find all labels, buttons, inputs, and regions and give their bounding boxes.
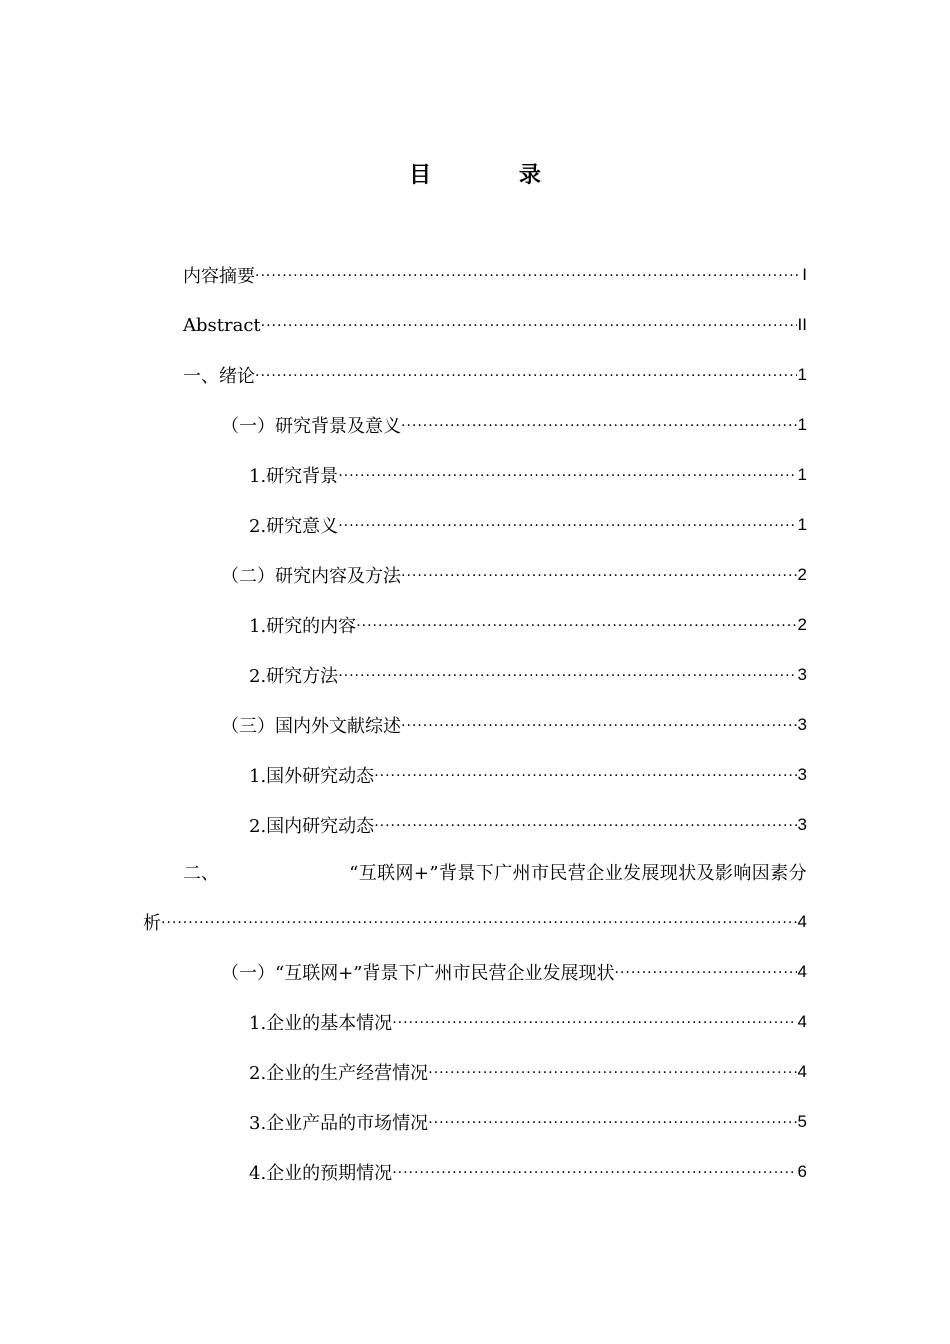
toc-page-number: 3 — [797, 665, 807, 684]
toc-page-number: 2 — [797, 565, 807, 584]
dot-leader — [338, 500, 796, 550]
toc-entry-subsection[interactable] — [249, 800, 807, 850]
toc-entry-section-2-1[interactable] — [221, 947, 807, 997]
toc-entry-label: 3.企业产品的市场情况 — [249, 1113, 429, 1134]
dot-leader — [374, 750, 796, 800]
toc-page-number: 4 — [797, 1062, 807, 1081]
toc-entry-section-1-1[interactable] — [221, 400, 807, 450]
toc-page-number: 4 — [797, 1012, 807, 1031]
toc-entry-label: 1.企业的基本情况 — [249, 1013, 393, 1034]
dot-leader — [392, 1147, 796, 1197]
dot-leader — [161, 897, 797, 947]
dot-leader — [428, 1047, 796, 1097]
toc-page-number: 1 — [797, 515, 807, 534]
dot-leader — [374, 800, 796, 850]
dot-leader — [401, 700, 797, 750]
toc-entry-chapter-2-line2[interactable] — [143, 897, 807, 947]
dot-leader — [428, 1097, 796, 1147]
toc-entry-abstract-en[interactable] — [183, 300, 807, 350]
toc-page-number: 1 — [797, 415, 807, 434]
toc-entry-label: 2.研究方法 — [249, 666, 339, 687]
toc-page-number: 3 — [797, 765, 807, 784]
toc-entry-subsection[interactable] — [249, 1097, 807, 1147]
toc-entry-abstract-cn[interactable] — [183, 250, 807, 300]
toc-entry-subsection[interactable] — [249, 1047, 807, 1097]
toc-entry-chapter-2-line1[interactable] — [183, 847, 807, 897]
toc-page-number: I — [802, 265, 807, 284]
toc-chapter-number: 二、 — [183, 863, 219, 884]
toc-entry-subsection[interactable] — [249, 650, 807, 700]
dot-leader — [255, 250, 801, 300]
toc-page-number: 1 — [797, 465, 807, 484]
page-title: 目 录 — [409, 163, 581, 188]
toc-page-number: 1 — [797, 365, 807, 384]
dot-leader — [356, 600, 796, 650]
toc-entry-label: “互联网+”背景下广州市民营企业发展现状及影响因素分 — [349, 863, 807, 884]
dot-leader — [338, 450, 796, 500]
toc-entry-label: 1.研究背景 — [249, 466, 339, 487]
toc-entry-label: 4.企业的预期情况 — [249, 1163, 393, 1184]
toc-entry-subsection[interactable] — [249, 500, 807, 550]
toc-page-number: 4 — [797, 912, 807, 931]
toc-entry-label: 2.研究意义 — [249, 516, 339, 537]
toc-entry-label: 1.研究的内容 — [249, 616, 357, 637]
dot-leader — [401, 400, 797, 450]
toc-entry-label: （一）研究背景及意义 — [221, 416, 401, 437]
toc-page-number: 2 — [797, 615, 807, 634]
dot-leader — [261, 300, 797, 350]
toc-page-number: 3 — [797, 815, 807, 834]
dot-leader — [392, 997, 796, 1047]
toc-entry-label: （二）研究内容及方法 — [221, 566, 401, 587]
toc-entry-label: 2.企业的生产经营情况 — [249, 1063, 429, 1084]
toc-entry-chapter-1[interactable] — [183, 350, 807, 400]
dot-leader — [401, 550, 797, 600]
toc-entry-label: 析 — [143, 913, 161, 934]
toc-entry-label: 一、绪论 — [183, 366, 255, 387]
dot-leader — [614, 947, 796, 997]
toc-entry-label: 1.国外研究动态 — [249, 766, 375, 787]
toc-entry-subsection[interactable] — [249, 997, 807, 1047]
toc-page-number: 5 — [797, 1112, 807, 1131]
toc-entry-label: 2.国内研究动态 — [249, 816, 375, 837]
toc-entry-subsection[interactable] — [249, 600, 807, 650]
toc-page-number: 6 — [797, 1162, 807, 1181]
toc-page-number: 3 — [797, 715, 807, 734]
toc-entry-subsection[interactable] — [249, 750, 807, 800]
toc-entry-section-1-3[interactable] — [221, 700, 807, 750]
toc-entry-subsection[interactable] — [249, 450, 807, 500]
toc-entry-subsection[interactable] — [249, 1147, 807, 1197]
dot-leader — [255, 350, 797, 400]
toc-entry-section-1-2[interactable] — [221, 550, 807, 600]
toc-page-number: II — [797, 315, 807, 334]
toc-entry-label: 内容摘要 — [183, 266, 255, 287]
toc-entry-label: Abstract — [183, 314, 261, 336]
toc-entry-label: （三）国内外文献综述 — [221, 716, 401, 737]
dot-leader — [338, 650, 796, 700]
toc-entry-label: （一）“互联网+”背景下广州市民营企业发展现状 — [221, 963, 615, 984]
toc-page-number: 4 — [797, 962, 807, 981]
